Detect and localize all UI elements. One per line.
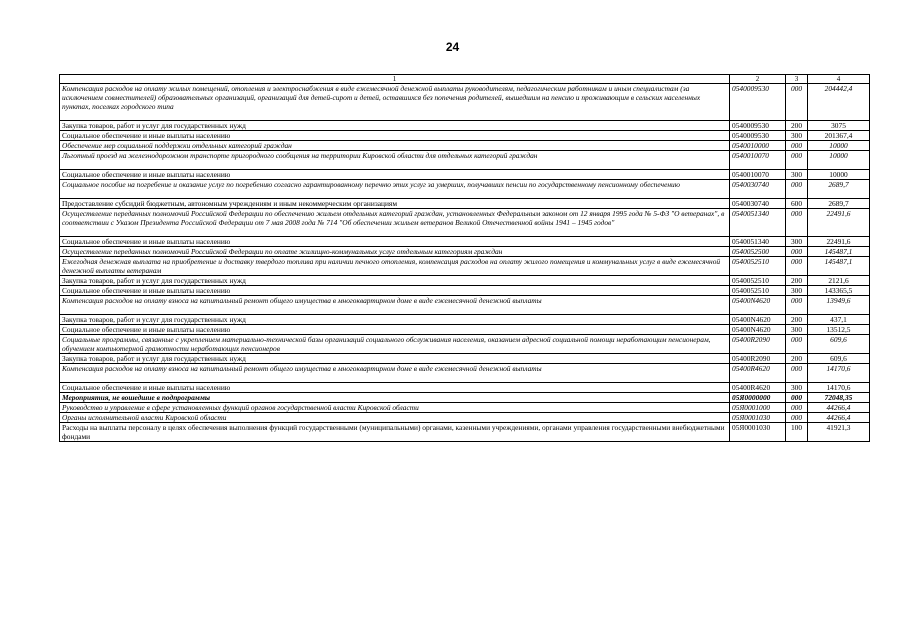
- header-col2: 2: [730, 75, 786, 84]
- row-code: 0540009530: [730, 121, 786, 131]
- row-name: Органы исполнительной власти Кировской области: [60, 413, 730, 423]
- row-expense-type: 200: [786, 354, 808, 364]
- table-row: [60, 354, 870, 364]
- row-code: 0540052510: [730, 276, 786, 286]
- row-amount: 204442,4: [808, 84, 870, 121]
- table-row: [60, 403, 870, 413]
- row-expense-type: 300: [786, 325, 808, 335]
- row-code: 0540010070: [730, 170, 786, 180]
- row-expense-type: 000: [786, 247, 808, 257]
- page-number: 24: [445, 40, 460, 54]
- table-row: [60, 325, 870, 335]
- row-name: Осуществление переданных полномочий Российской Федерации по обеспечению жильем отдельных категорий граждан, установленных Федеральным законом от 12 января 1995 года № 5-ФЗ "О ветеранах", в соответствии с Указом Президента Российской Федерации от 7 мая 2008 года № 714 "Об обеспечении жильем ветеранов Великой Отечественной войны 1941 – 1945 годов": [60, 209, 730, 237]
- header-col3: 3: [786, 75, 808, 84]
- row-code: 0540009530: [730, 131, 786, 141]
- table-row: [60, 286, 870, 296]
- row-name: Социальные программы, связанные с укреплением материально-технической базы организаций социального обслуживания населения, оказанием адресной социальной помощи неработающим пенсионерам, обучением компьютерной грамотности неработающих пенсионеров: [60, 335, 730, 354]
- table-row: [60, 170, 870, 180]
- row-amount: 22491,6: [808, 237, 870, 247]
- table-row: [60, 121, 870, 131]
- row-code: 05400R4620: [730, 383, 786, 393]
- table-row: [60, 335, 870, 354]
- row-amount: 13949,6: [808, 296, 870, 315]
- row-expense-type: 300: [786, 286, 808, 296]
- header-col4: 4: [808, 75, 870, 84]
- row-name: Закупка товаров, работ и услуг для государственных нужд: [60, 315, 730, 325]
- table-row: [60, 257, 870, 276]
- row-name: Социальное обеспечение и иные выплаты населению: [60, 237, 730, 247]
- row-amount: 437,1: [808, 315, 870, 325]
- row-expense-type: 000: [786, 296, 808, 315]
- row-amount: 3075: [808, 121, 870, 131]
- row-code: 0540030740: [730, 180, 786, 199]
- row-expense-type: 000: [786, 84, 808, 121]
- row-code: 0540030740: [730, 199, 786, 209]
- row-amount: 44266,4: [808, 413, 870, 423]
- row-expense-type: 200: [786, 315, 808, 325]
- row-name: Социальное обеспечение и иные выплаты населению: [60, 325, 730, 335]
- row-name: Социальное обеспечение и иные выплаты населению: [60, 286, 730, 296]
- row-amount: 2689,7: [808, 199, 870, 209]
- table-row: [60, 141, 870, 151]
- table-row: [60, 393, 870, 403]
- row-code: 05400R2090: [730, 354, 786, 364]
- row-code: 05Я0001000: [730, 403, 786, 413]
- row-amount: 145487,1: [808, 247, 870, 257]
- row-code: 05400R2090: [730, 335, 786, 354]
- row-amount: 2689,7: [808, 180, 870, 199]
- row-amount: 10000: [808, 170, 870, 180]
- row-amount: 14170,6: [808, 383, 870, 393]
- row-amount: 44266,4: [808, 403, 870, 413]
- table-row: [60, 413, 870, 423]
- row-code: 0540051340: [730, 209, 786, 237]
- row-name: Компенсация расходов на оплату взноса на капитальный ремонт общего имущества в многоквартирном доме в виде ежемесячной денежной выплаты: [60, 364, 730, 383]
- table-row: [60, 315, 870, 325]
- table-row: [60, 180, 870, 199]
- table-row: [60, 209, 870, 237]
- row-expense-type: 000: [786, 335, 808, 354]
- row-amount: 22491,6: [808, 209, 870, 237]
- row-code: 05400N4620: [730, 315, 786, 325]
- row-amount: 609,6: [808, 335, 870, 354]
- table-row: [60, 151, 870, 170]
- row-name: Компенсация расходов на оплату взноса на капитальный ремонт общего имущества в многоквартирном доме в виде ежемесячной денежной выплаты: [60, 296, 730, 315]
- table-header-row: [60, 75, 870, 84]
- row-expense-type: 300: [786, 383, 808, 393]
- table-row: [60, 296, 870, 315]
- table-row: [60, 131, 870, 141]
- row-amount: 145487,1: [808, 257, 870, 276]
- row-code: 05Я0001030: [730, 413, 786, 423]
- table-row: [60, 364, 870, 383]
- table-row: [60, 383, 870, 393]
- row-expense-type: 000: [786, 141, 808, 151]
- row-name: Компенсация расходов на оплату жилых помещений, отопления и электроснабжения в виде ежемесячной денежной выплаты руководителям, педагогическим работникам и иным специалистам (за исключением совместителей) образовательных организаций, организаций для детей-сирот и детей, оставшихся без попечения родителей, вышедшим на пенсию и проживающим в сельских населенных пунктах, поселках городского типа: [60, 84, 730, 121]
- table-row: [60, 84, 870, 121]
- row-code: 05Я0001030: [730, 423, 786, 442]
- row-expense-type: 000: [786, 364, 808, 383]
- row-amount: 14170,6: [808, 364, 870, 383]
- row-expense-type: 300: [786, 131, 808, 141]
- row-amount: 609,6: [808, 354, 870, 364]
- row-code: 0540052510: [730, 257, 786, 276]
- row-name: Мероприятия, не вошедшие в подпрограммы: [60, 393, 730, 403]
- table-row: [60, 247, 870, 257]
- row-name: Обеспечение мер социальной поддержки отдельных категорий граждан: [60, 141, 730, 151]
- row-name: Руководство и управление в сфере установленных функций органов государственной власти Кировской области: [60, 403, 730, 413]
- row-code: 0540052510: [730, 286, 786, 296]
- table-row: [60, 423, 870, 442]
- row-name: Предоставление субсидий бюджетным, автономным учреждениям и иным некоммерческим организациям: [60, 199, 730, 209]
- row-name: Социальное обеспечение и иные выплаты населению: [60, 383, 730, 393]
- row-code: 05Я0000000: [730, 393, 786, 403]
- row-name: Льготный проезд на железнодорожном транспорте пригородного сообщения на территории Кировской области для отдельных категорий граждан: [60, 151, 730, 170]
- row-name: Социальное пособие на погребение и оказание услуг по погребению согласно гарантированному перечню этих услуг за умерших, получавших пенсии по государственному пенсионному обеспечению: [60, 180, 730, 199]
- row-name: Ежегодная денежная выплата на приобретение и доставку твердого топлива при наличии печного отопления, компенсация расходов на оплату жилого помещения и коммунальных услуг в виде ежемесячной денежной выплаты ветеранам: [60, 257, 730, 276]
- row-expense-type: 000: [786, 393, 808, 403]
- row-code: 05400N4620: [730, 296, 786, 315]
- row-expense-type: 300: [786, 170, 808, 180]
- row-code: 0540010000: [730, 141, 786, 151]
- header-col1: 1: [60, 75, 730, 84]
- row-name: Расходы на выплаты персоналу в целях обеспечения выполнения функций государственными (муниципальными) органами, казенными учреждениями, органами управления государственными внебюджетными фондами: [60, 423, 730, 442]
- row-name: Социальное обеспечение и иные выплаты населению: [60, 131, 730, 141]
- row-name: Закупка товаров, работ и услуг для государственных нужд: [60, 276, 730, 286]
- row-amount: 201367,4: [808, 131, 870, 141]
- row-amount: 41921,3: [808, 423, 870, 442]
- table-row: [60, 276, 870, 286]
- row-amount: 10000: [808, 141, 870, 151]
- row-expense-type: 000: [786, 257, 808, 276]
- row-code: 0540052500: [730, 247, 786, 257]
- row-expense-type: 000: [786, 151, 808, 170]
- row-code: 0540010070: [730, 151, 786, 170]
- row-amount: 13512,5: [808, 325, 870, 335]
- row-code: 05400N4620: [730, 325, 786, 335]
- table-row: [60, 237, 870, 247]
- row-expense-type: 200: [786, 121, 808, 131]
- table-row: [60, 199, 870, 209]
- row-expense-type: 000: [786, 180, 808, 199]
- row-expense-type: 000: [786, 413, 808, 423]
- row-code: 0540051340: [730, 237, 786, 247]
- row-amount: 10000: [808, 151, 870, 170]
- row-expense-type: 000: [786, 209, 808, 237]
- row-name: Социальное обеспечение и иные выплаты населению: [60, 170, 730, 180]
- row-expense-type: 000: [786, 403, 808, 413]
- row-expense-type: 100: [786, 423, 808, 442]
- row-expense-type: 300: [786, 237, 808, 247]
- row-name: Осуществление переданных полномочий Российской Федерации по оплате жилищно-коммунальных услуг отдельным категориям граждан: [60, 247, 730, 257]
- budget-table: [59, 74, 870, 442]
- row-name: Закупка товаров, работ и услуг для государственных нужд: [60, 354, 730, 364]
- row-amount: 143365,5: [808, 286, 870, 296]
- row-name: Закупка товаров, работ и услуг для государственных нужд: [60, 121, 730, 131]
- row-code: 05400R4620: [730, 364, 786, 383]
- row-amount: 2121,6: [808, 276, 870, 286]
- row-expense-type: 600: [786, 199, 808, 209]
- row-code: 0540009530: [730, 84, 786, 121]
- row-amount: 72048,35: [808, 393, 870, 403]
- row-expense-type: 200: [786, 276, 808, 286]
